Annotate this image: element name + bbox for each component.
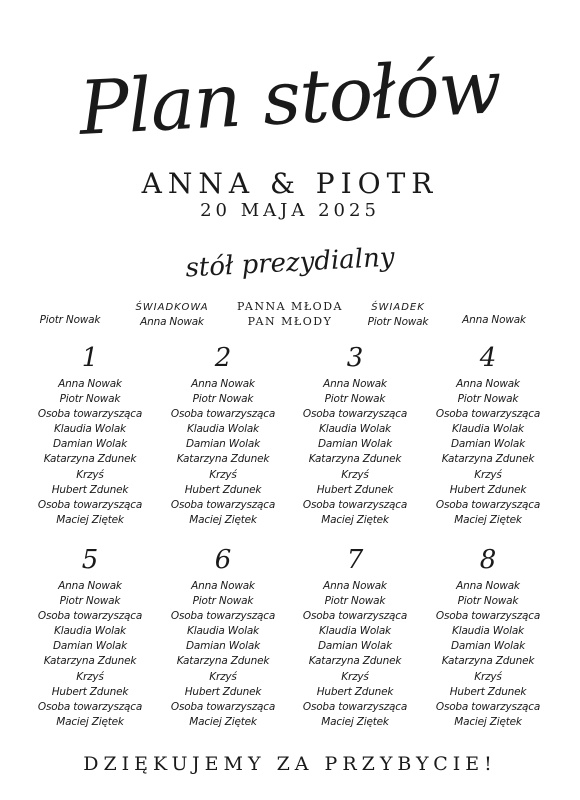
guest-name: Osoba towarzysząca <box>435 408 541 421</box>
guest-name: Anna Nowak <box>456 378 520 390</box>
guest-name: Hubert Zdunek <box>184 483 262 496</box>
head-table-seat-4 <box>346 300 450 330</box>
guest-name: Maciej Ziętek <box>321 715 389 728</box>
head-table-seat-2 <box>120 300 224 330</box>
wedding-date: 20 MAJA 2025 <box>200 200 380 221</box>
guest-name: Krzyś <box>209 670 237 683</box>
guest-name: Anna Nowak <box>323 580 387 592</box>
guest-name: Klaudia Wolak <box>319 423 391 436</box>
guest-name: Krzyś <box>76 670 104 683</box>
guest-name: Damian Wolak <box>53 640 127 653</box>
guest-name: Katarzyna Zdunek <box>43 655 137 668</box>
guest-name: Krzyś <box>76 468 104 481</box>
seat-role: PANNA MŁODA <box>237 300 343 313</box>
guest-name: Hubert Zdunek <box>316 483 394 496</box>
guest-name: Maciej Ziętek <box>454 715 522 728</box>
guest-name: Osoba towarzysząca <box>170 610 276 623</box>
guest-name: Osoba towarzysząca <box>302 498 408 511</box>
guest-name: Piotr Nowak <box>324 595 386 608</box>
guest-name: Osoba towarzysząca <box>435 498 541 511</box>
guest-name: Hubert Zdunek <box>184 685 262 698</box>
guest-name: Maciej Ziętek <box>56 513 124 526</box>
guest-name: Hubert Zdunek <box>316 685 394 698</box>
table-1 <box>24 343 156 528</box>
guest-name: Piotr Nowak <box>192 393 254 406</box>
table-3 <box>289 343 421 528</box>
guest-name: Osoba towarzysząca <box>302 408 408 421</box>
guest-name: Klaudia Wolak <box>54 423 126 436</box>
head-table-seat-5 <box>442 308 546 327</box>
table-6 <box>157 545 289 730</box>
guest-name: Anna Nowak <box>456 580 520 592</box>
table-number: 3 <box>346 343 364 373</box>
guest-name: Maciej Ziętek <box>454 513 522 526</box>
head-table-seat-1 <box>18 308 122 327</box>
guest-name: Krzyś <box>341 670 369 683</box>
guest-name: Anna Nowak <box>191 378 255 390</box>
head-table-title: stół prezydialny <box>184 242 396 284</box>
guest-name: Piotr Nowak <box>457 595 519 608</box>
guest-name: Osoba towarzysząca <box>37 700 143 713</box>
thank-you-footer: DZIĘKUJEMY ZA PRZYBYCIE! <box>83 753 497 775</box>
guest-name: Krzyś <box>209 468 237 481</box>
seat-role: ŚWIADEK <box>371 302 425 313</box>
guest-name: Damian Wolak <box>451 640 525 653</box>
guest-name: Hubert Zdunek <box>449 483 527 496</box>
seat-role: ŚWIADKOWA <box>135 302 209 313</box>
guest-name: Piotr Nowak <box>457 393 519 406</box>
guest-name: Anna Nowak <box>58 378 122 390</box>
table-number: 7 <box>346 545 364 575</box>
guest-name: Hubert Zdunek <box>449 685 527 698</box>
guest-name: Katarzyna Zdunek <box>441 655 535 668</box>
guest-name: Maciej Ziętek <box>321 513 389 526</box>
guest-name: Osoba towarzysząca <box>37 498 143 511</box>
guest-name: Damian Wolak <box>318 438 392 451</box>
guest-name: Osoba towarzysząca <box>37 408 143 421</box>
guest-name: Klaudia Wolak <box>54 625 126 638</box>
seat-name: Piotr Nowak <box>39 314 101 326</box>
guest-name: Maciej Ziętek <box>189 715 257 728</box>
guest-name: Osoba towarzysząca <box>170 700 276 713</box>
table-number: 8 <box>479 545 497 575</box>
guest-name: Klaudia Wolak <box>452 423 524 436</box>
guest-name: Katarzyna Zdunek <box>176 453 270 466</box>
guest-name: Krzyś <box>341 468 369 481</box>
guest-name: Damian Wolak <box>451 438 525 451</box>
guest-name: Osoba towarzysząca <box>435 610 541 623</box>
guest-name: Anna Nowak <box>58 580 122 592</box>
guest-name: Osoba towarzysząca <box>302 700 408 713</box>
guest-name: Klaudia Wolak <box>187 423 259 436</box>
table-4 <box>422 343 554 528</box>
guest-name: Klaudia Wolak <box>187 625 259 638</box>
guest-name: Piotr Nowak <box>324 393 386 406</box>
guest-name: Damian Wolak <box>186 640 260 653</box>
guest-name: Damian Wolak <box>53 438 127 451</box>
page-title: Plan stołów <box>77 44 503 152</box>
seat-name: Anna Nowak <box>462 314 526 326</box>
seat-name: Anna Nowak <box>140 316 204 328</box>
guest-name: Hubert Zdunek <box>51 483 129 496</box>
guest-name: Piotr Nowak <box>59 393 121 406</box>
seat-name: Piotr Nowak <box>367 316 429 328</box>
guest-name: Klaudia Wolak <box>319 625 391 638</box>
guest-name: Osoba towarzysząca <box>170 498 276 511</box>
guest-name: Maciej Ziętek <box>56 715 124 728</box>
couple-names: ANNA & PIOTR <box>141 167 439 200</box>
guest-name: Damian Wolak <box>318 640 392 653</box>
table-number: 1 <box>81 343 99 373</box>
guest-name: Krzyś <box>474 670 502 683</box>
guest-name: Katarzyna Zdunek <box>308 453 402 466</box>
guest-name: Osoba towarzysząca <box>302 610 408 623</box>
seat-name: PAN MŁODY <box>247 315 333 328</box>
table-5 <box>24 545 156 730</box>
guest-name: Katarzyna Zdunek <box>176 655 270 668</box>
guest-name: Krzyś <box>474 468 502 481</box>
guest-name: Anna Nowak <box>191 580 255 592</box>
table-8 <box>422 545 554 730</box>
guest-name: Maciej Ziętek <box>189 513 257 526</box>
guest-name: Piotr Nowak <box>59 595 121 608</box>
guest-name: Osoba towarzysząca <box>37 610 143 623</box>
guest-name: Katarzyna Zdunek <box>441 453 535 466</box>
table-number: 2 <box>214 343 232 373</box>
table-2 <box>157 343 289 528</box>
guest-name: Katarzyna Zdunek <box>43 453 137 466</box>
guest-name: Anna Nowak <box>323 378 387 390</box>
guest-name: Katarzyna Zdunek <box>308 655 402 668</box>
table-number: 5 <box>81 545 99 575</box>
guest-name: Damian Wolak <box>186 438 260 451</box>
guest-name: Hubert Zdunek <box>51 685 129 698</box>
table-7 <box>289 545 421 730</box>
guest-name: Osoba towarzysząca <box>170 408 276 421</box>
table-number: 4 <box>479 343 497 373</box>
guest-name: Klaudia Wolak <box>452 625 524 638</box>
guest-name: Osoba towarzysząca <box>435 700 541 713</box>
head-table-seat-3 <box>222 299 358 329</box>
guest-name: Piotr Nowak <box>192 595 254 608</box>
table-number: 6 <box>214 545 232 575</box>
